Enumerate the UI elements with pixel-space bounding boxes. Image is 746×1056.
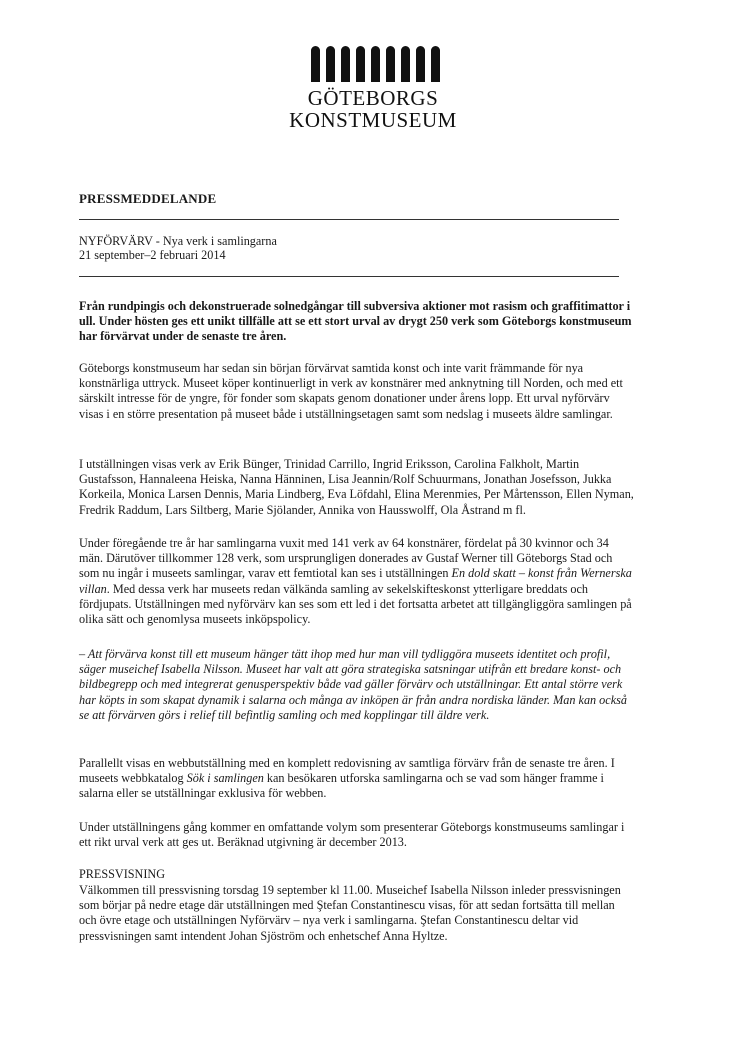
- exhibition-title: NYFÖRVÄRV - Nya verk i samlingarna: [79, 234, 277, 248]
- web-catalog-name-italic: Sök i samlingen: [186, 771, 264, 786]
- logo-pillar: [416, 46, 425, 82]
- logo-line-2: KONSTMUSEUM: [289, 108, 457, 132]
- logo-pillar: [401, 46, 410, 82]
- logo-pillar: [311, 46, 320, 82]
- para3-text-b: . Med dessa verk har museets redan välkända samling av sekelskifteskonst ytterligare breddats och fördjupats. Utställningen med nyförvärv kan ses som ett led i det fortsatta arbetet att tillgängliggöra samlingen på olika sätt och genomlysa museets inköpspolicy.: [79, 581, 632, 627]
- divider-bottom: [79, 276, 619, 277]
- logo-pillar: [341, 46, 350, 82]
- press-viewing-text: Välkommen till pressvisning torsdag 19 september kl 11.00. Museichef Isabella Nilsson inleder pressvisningen som börjar på nedre etage där utställningen med Ştefan Constantinescu visas, för att sedan fortsätta till mellan och övre etage och utställningen Nyförvärv – nya verk i samlingarna. Ştefan Constantinescu deltar vid pressvisningen samt intendent Johan Sjöström och enhetschef Anna Hyltze.: [79, 883, 621, 943]
- body-paragraph-4: [79, 756, 634, 802]
- logo-pillars-icon: [4, 46, 746, 82]
- logo-pillar: [431, 46, 440, 82]
- lead-paragraph: Från rundpingis och dekonstruerade solnedgångar till subversiva aktioner mot rasism och graffitimattor i ull. Under hösten ges ett unikt tillfälle att se ett stort urval av drygt 250 verk som Göteborgs konstmuseum har förvärvat under de senaste tre åren.: [79, 299, 632, 344]
- body-paragraph-1: Göteborgs konstmuseum har sedan sin början förvärvat samtida konst och inte varit främmande för nya konstnärliga uttryck. Museet köper kontinuerligt in verk av konstnärer med anknytning till Norden, och med ett särskilt intresse för de yngre, för fonder som skapats genom donationer under årens lopp. Ett urval nyförvärv visas i en större presentation på museet både i utställningsetagen samt som nedslag i museets äldre samlingar.: [79, 361, 623, 421]
- body-paragraph-5: Under utställningens gång kommer en omfattande volym som presenterar Göteborgs konstmuseums samlingar i ett rikt urval verk att ges ut. Beräknad utgivning är december 2013.: [79, 820, 625, 850]
- logo-pillar: [356, 46, 365, 82]
- divider-top: [79, 219, 619, 220]
- museum-logo: [0, 46, 746, 131]
- body-paragraph-3: [79, 536, 634, 627]
- exhibition-dates: 21 september–2 februari 2014: [79, 248, 226, 262]
- press-viewing-heading: PRESSVISNING: [79, 867, 166, 881]
- quote-paragraph: – Att förvärva konst till ett museum hänger tätt ihop med hur man vill tydliggöra museets identitet och profil, säger museichef Isabella Nilsson. Museet har valt att göra strategiska satsningar utifrån ett bredare konst- och bildbegrepp och med integrerat genusperspektiv både vad gäller förvärv och utställningar. Ett antal större verk har köpts in som skapat dynamik i salarna och många av inköpen är från andra nordiska länder. Man kan också se att förvärven görs i relief till befintlig samling och med kopplingar till äldre verk.: [79, 647, 627, 722]
- para4-text-b: kan besökaren utforska samlingarna och se vad som hänger framme i salarna eller se utställningar exklusiva för webben.: [79, 771, 604, 801]
- artist-list-paragraph: I utställningen visas verk av Erik Bünger, Trinidad Carrillo, Ingrid Eriksson, Carolina Falkholt, Martin Gustafsson, Hannaleena Heiska, Nanna Hänninen, Lisa Jeannin/Rolf Schuurmans, Jonathan Josefsson, Jukka Korkeila, Monica Larsen Dennis, Maria Lindberg, Eva Löfdahl, Elina Merenmies, Per Mårtensson, Ellen Nyman, Fredrik Raddum, Lars Siltberg, Marie Sjölander, Annika von Hausswolff, Ola Åstrand m fl.: [79, 457, 634, 517]
- logo-line-1: GÖTEBORGS: [307, 86, 439, 110]
- logo-pillar: [386, 46, 395, 82]
- exhibition-name-italic: En dold skatt – konst från Wernerska villan: [79, 566, 632, 596]
- logo-pillar: [371, 46, 380, 82]
- logo-pillar: [326, 46, 335, 82]
- para4-text-a: Parallellt visas en webbutställning med en komplett redovisning av samtliga förvärv från de senaste tre åren. I museets webbkatalog: [79, 756, 615, 786]
- para3-text-a: Under föregående tre år har samlingarna vuxit med 141 verk av 64 konstnärer, fördelat på 30 kvinnor och 34 män. Därutöver tillkommer 128 verk, som ursprungligen donerades av Gustaf Werner till Göteborgs Stad och som nu ingår i museets samlingar, varav ett femtiotal kan ses i utställningen: [79, 536, 613, 581]
- document-heading: PRESSMEDDELANDE: [79, 191, 217, 206]
